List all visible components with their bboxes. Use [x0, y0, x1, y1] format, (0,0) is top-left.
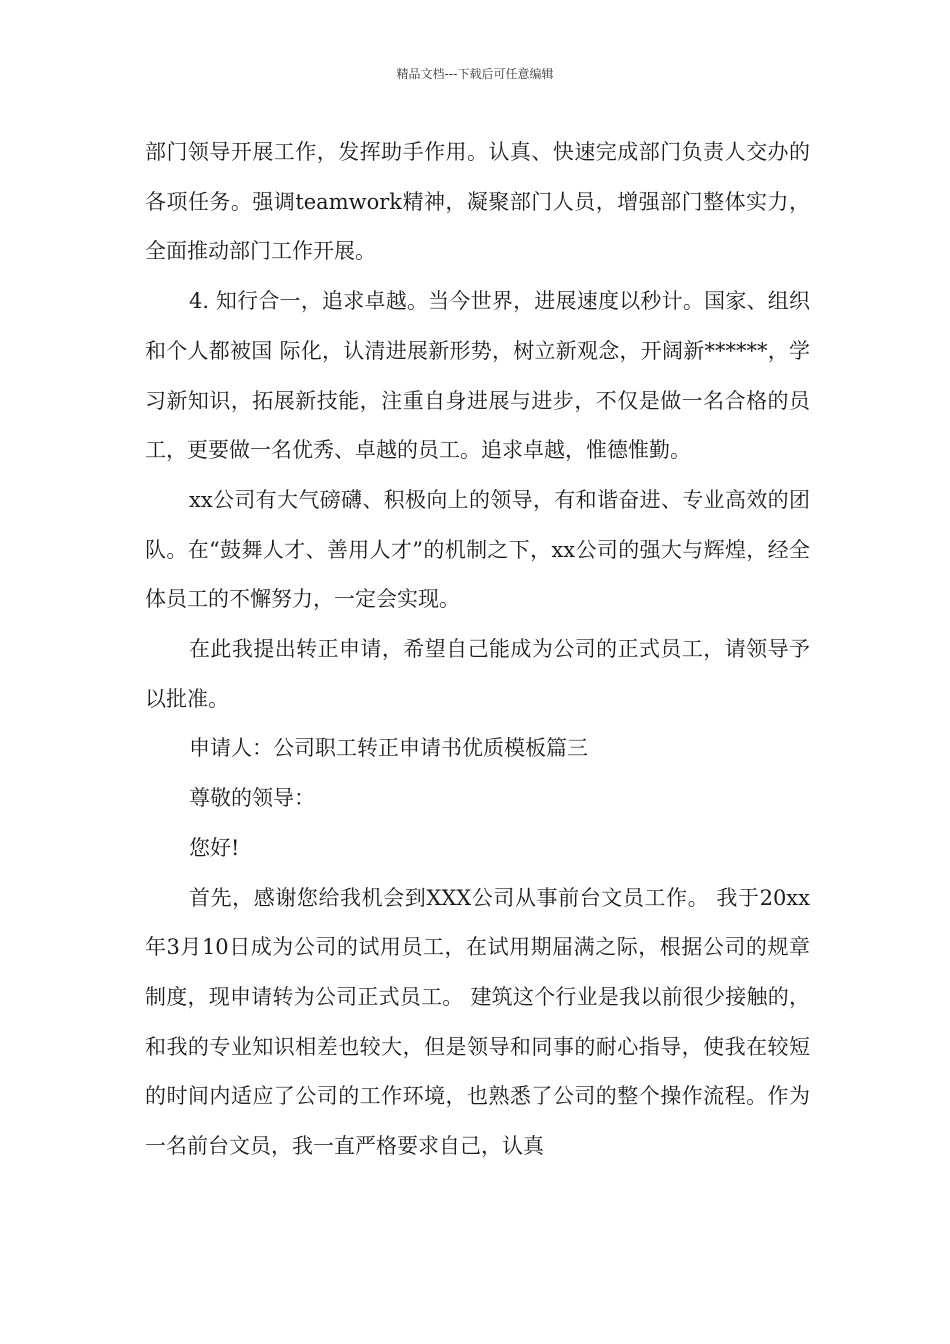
paragraph: 在此我提出转正申请，希望自己能成为公司的正式员工，请领导予以批准。 — [145, 637, 810, 711]
paragraph: 首先，感谢您给我机会到XXX公司从事前台文员工作。 我于20xx年3月10日成为公司的试用员工，在试用期届满之际，根据公司的规章制度，现申请转为公司正式员工。 建筑这个行业是我以前很少接触的，和我的专业知识相差也较大，但是领导和同事的耐心指导，使我在较短的时间内适应了公司的工作环境，也熟悉了公司的整个操作流程。作为一名前台文员，我一直严格要求自己，认真 — [145, 885, 810, 1159]
salutation: 尊敬的领导： — [189, 786, 315, 811]
paragraph: 部门领导开展工作，发挥助手作用。认真、快速完成部门负责人交办的各项任务。强调teamwork精神，凝聚部门人员，增强部门整体实力，全面推动部门工作开展。 — [145, 140, 810, 264]
document-body — [145, 128, 810, 1172]
greeting: 您好! — [189, 835, 240, 860]
applicant-line: 申请人：公司职工转正申请书优质模板篇三 — [189, 736, 588, 761]
page-header: 精品文档---下载后可任意编辑 — [396, 67, 554, 81]
paragraph: xx公司有大气磅礴、积极向上的领导，有和谐奋进、专业高效的团队。在“鼓舞人才、善用人才”的机制之下，xx公司的强大与辉煌，经全体员工的不懈努力，一定会实现。 — [145, 487, 810, 612]
paragraph: 4. 知行合一，追求卓越。当今世界，进展速度以秒计。国家、组织和个人都被国 际化，认清进展新形势，树立新观念，开阔新******，学习新知识，拓展新技能，注重自身进展与进步，不仅是做一名合格的员工，更要做一名优秀、卓越的员工。追求卓越，惟德惟勤。 — [145, 289, 810, 463]
